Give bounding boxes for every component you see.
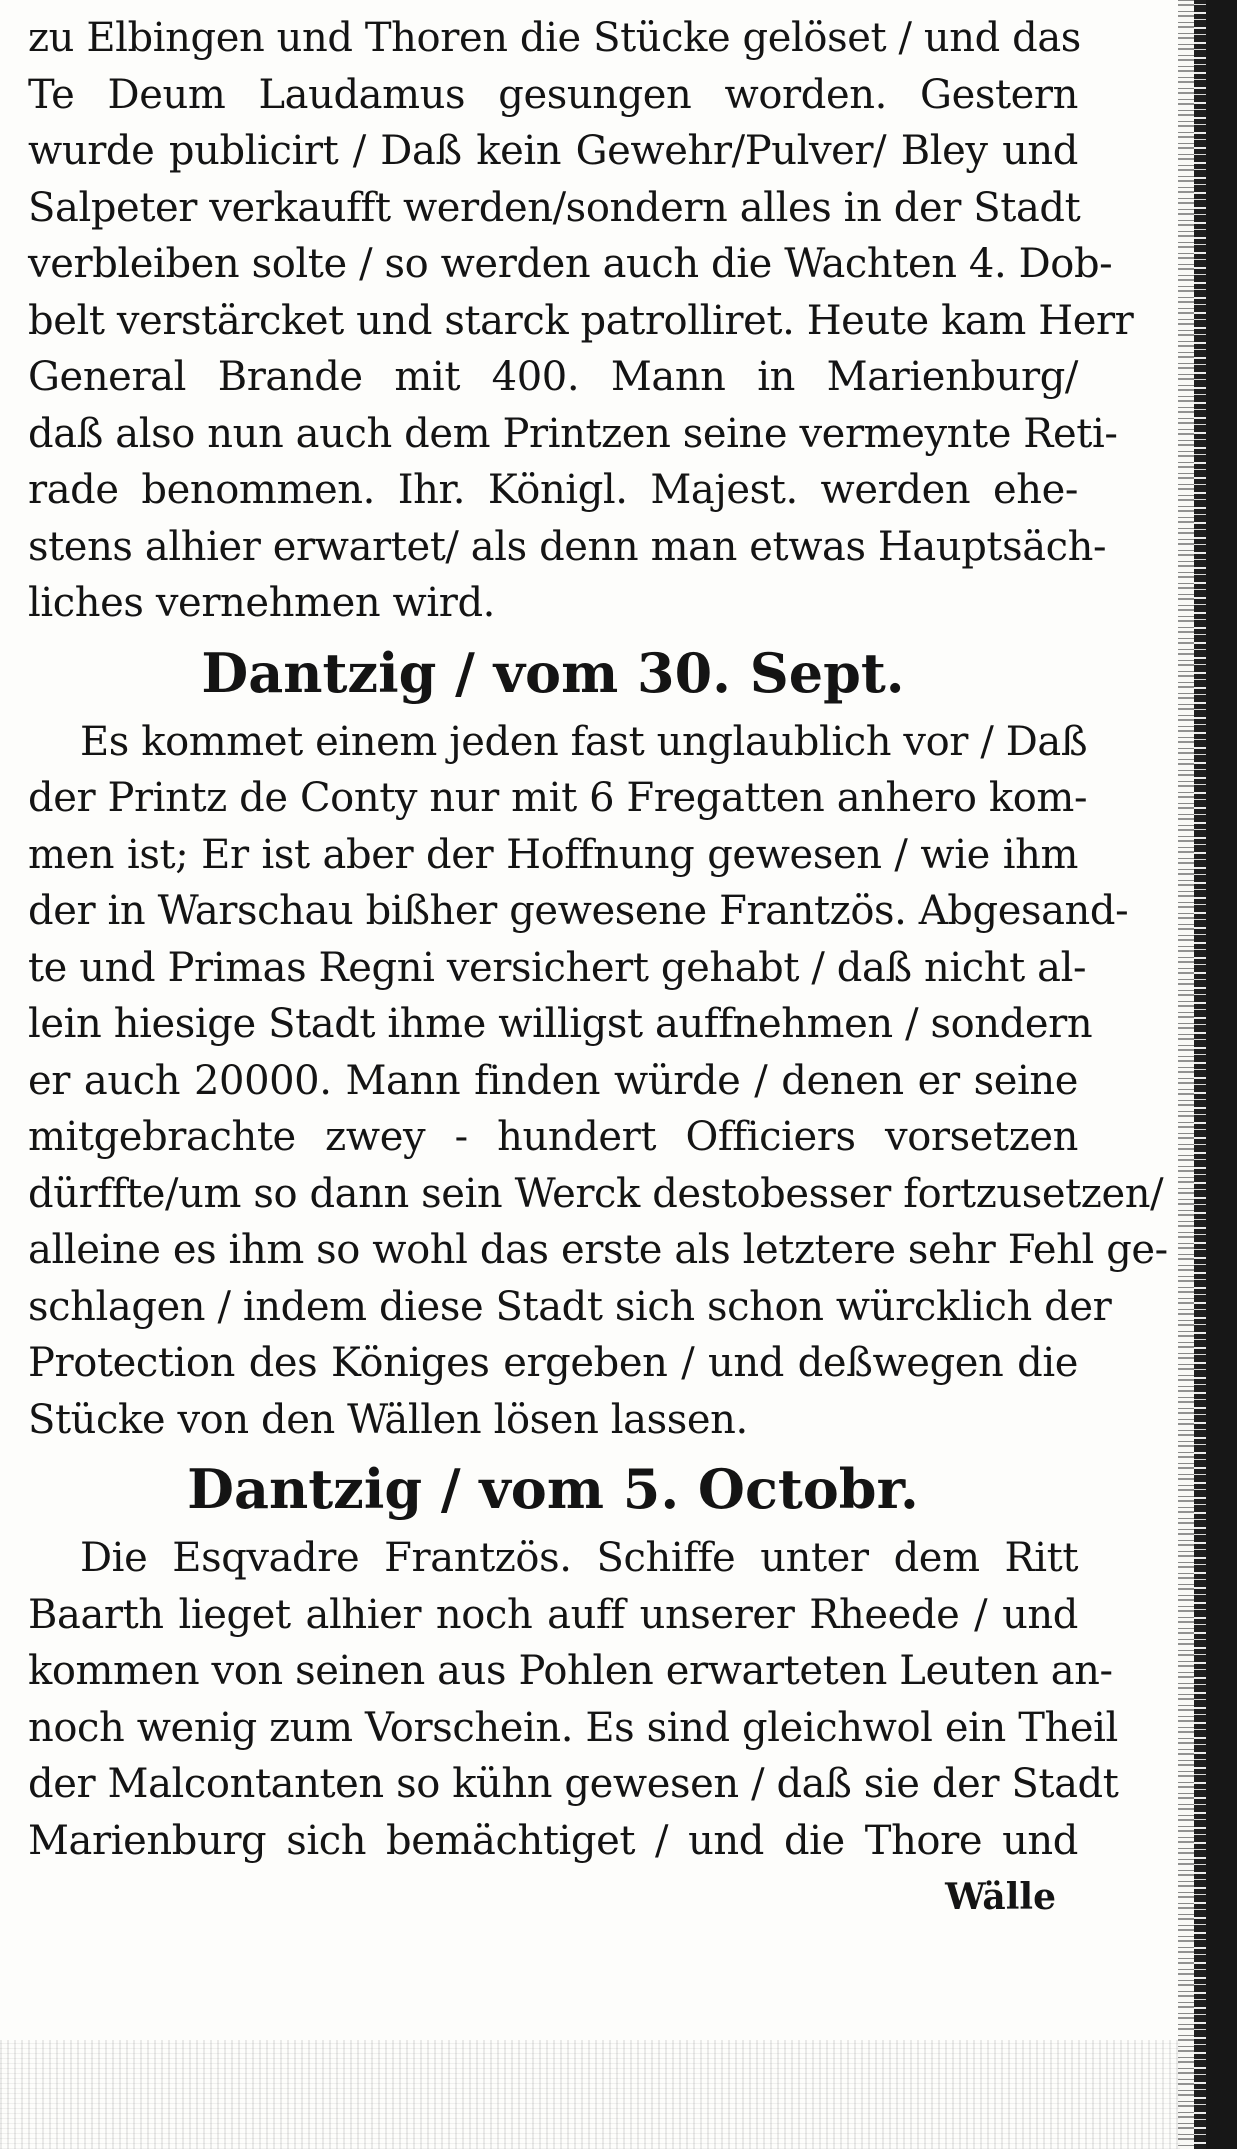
paragraph-1 (28, 10, 1134, 632)
text-line: zu Elbingen und Thoren die Stücke gelöset / und das (28, 15, 1081, 61)
text-line: liches vernehmen wird. (28, 580, 496, 626)
text-line: Baarth lieget alhier noch auff unserer Rheede / und (28, 1591, 1078, 1638)
text-line: der in Warschau bißher gewesene Frantzös. Abgesand- (28, 888, 1129, 934)
text-line: mitgebrachte zwey - hundert Officiers vorsetzen (28, 1114, 1078, 1160)
text-line: te und Primas Regni versichert gehabt / daß nicht al- (28, 944, 1087, 991)
text-line: kommen von seinen aus Pohlen erwarteten Leuten an- (28, 1648, 1113, 1694)
text-line: Protection des Königes ergeben / und deßwegen die (28, 1340, 1078, 1386)
text-line: wurde publicirt / Daß kein Gewehr/Pulver/ Bley und (28, 128, 1078, 174)
dateline-heading: Dantzig / vom 30. Sept. (201, 640, 905, 705)
text-line: verbleiben solte / so werden auch die Wachten 4. Dob- (28, 241, 1113, 287)
paragraph-3 (28, 1530, 1119, 1869)
text-line: daß also nun auch dem Printzen seine vermeynte Reti- (28, 410, 1118, 457)
text-line: stens alhier erwartet/ als denn man etwas Hauptsäch- (28, 523, 1107, 570)
text-line: belt verstärcket und starck patrolliret. Heute kam Herr (28, 297, 1134, 344)
text-line: Es kommet einem jeden fast unglaublich vor / Daß (80, 718, 1088, 765)
text-line: der Malcontanten so kühn gewesen / daß sie der Stadt (28, 1761, 1119, 1807)
bottom-scan-noise (0, 2040, 1180, 2149)
text-line: schlagen / indem diese Stadt sich schon würcklich der (28, 1283, 1112, 1330)
text-line: lein hiesige Stadt ihme willigst auffnehmen / sondern (28, 1001, 1093, 1047)
text-line: rade benommen. Ihr. Königl. Majest. werden ehe- (28, 467, 1078, 513)
text-line: Die Esqvadre Frantzös. Schiffe unter dem Ritt (80, 1535, 1078, 1581)
text-line: noch wenig zum Vorschein. Es sind gleichwol ein Theil (28, 1704, 1118, 1751)
text-line: Te Deum Laudamus gesungen worden. Gestern (28, 71, 1078, 118)
page-edge-shadow (1206, 0, 1237, 2149)
paragraph-2 (28, 714, 1168, 1449)
text-line: dürffte/um so dann sein Werck destobesser fortzusetzen/ (28, 1170, 1164, 1217)
text-line: Marienburg sich bemächtiget / und die Thore und (28, 1817, 1078, 1864)
text-column (28, 10, 1168, 1925)
text-line: alleine es ihm so wohl das erste als letztere sehr Fehl ge- (28, 1227, 1168, 1273)
catchword: Wälle (945, 1876, 1056, 1918)
text-line: er auch 20000. Mann finden würde / denen er seine (28, 1057, 1078, 1104)
dateline-heading: Dantzig / vom 5. Octobr. (187, 1457, 919, 1521)
text-line: Salpeter verkaufft werden/sondern alles in der Stadt (28, 184, 1081, 231)
text-line: der Printz de Conty nur mit 6 Fregatten anhero kom- (28, 775, 1088, 821)
text-line: Stücke von den Wällen lösen lassen. (28, 1396, 748, 1443)
text-line: men ist; Er ist aber der Hoffnung gewesen / wie ihm (28, 831, 1078, 878)
text-line: General Brande mit 400. Mann in Marienburg/ (28, 354, 1078, 400)
